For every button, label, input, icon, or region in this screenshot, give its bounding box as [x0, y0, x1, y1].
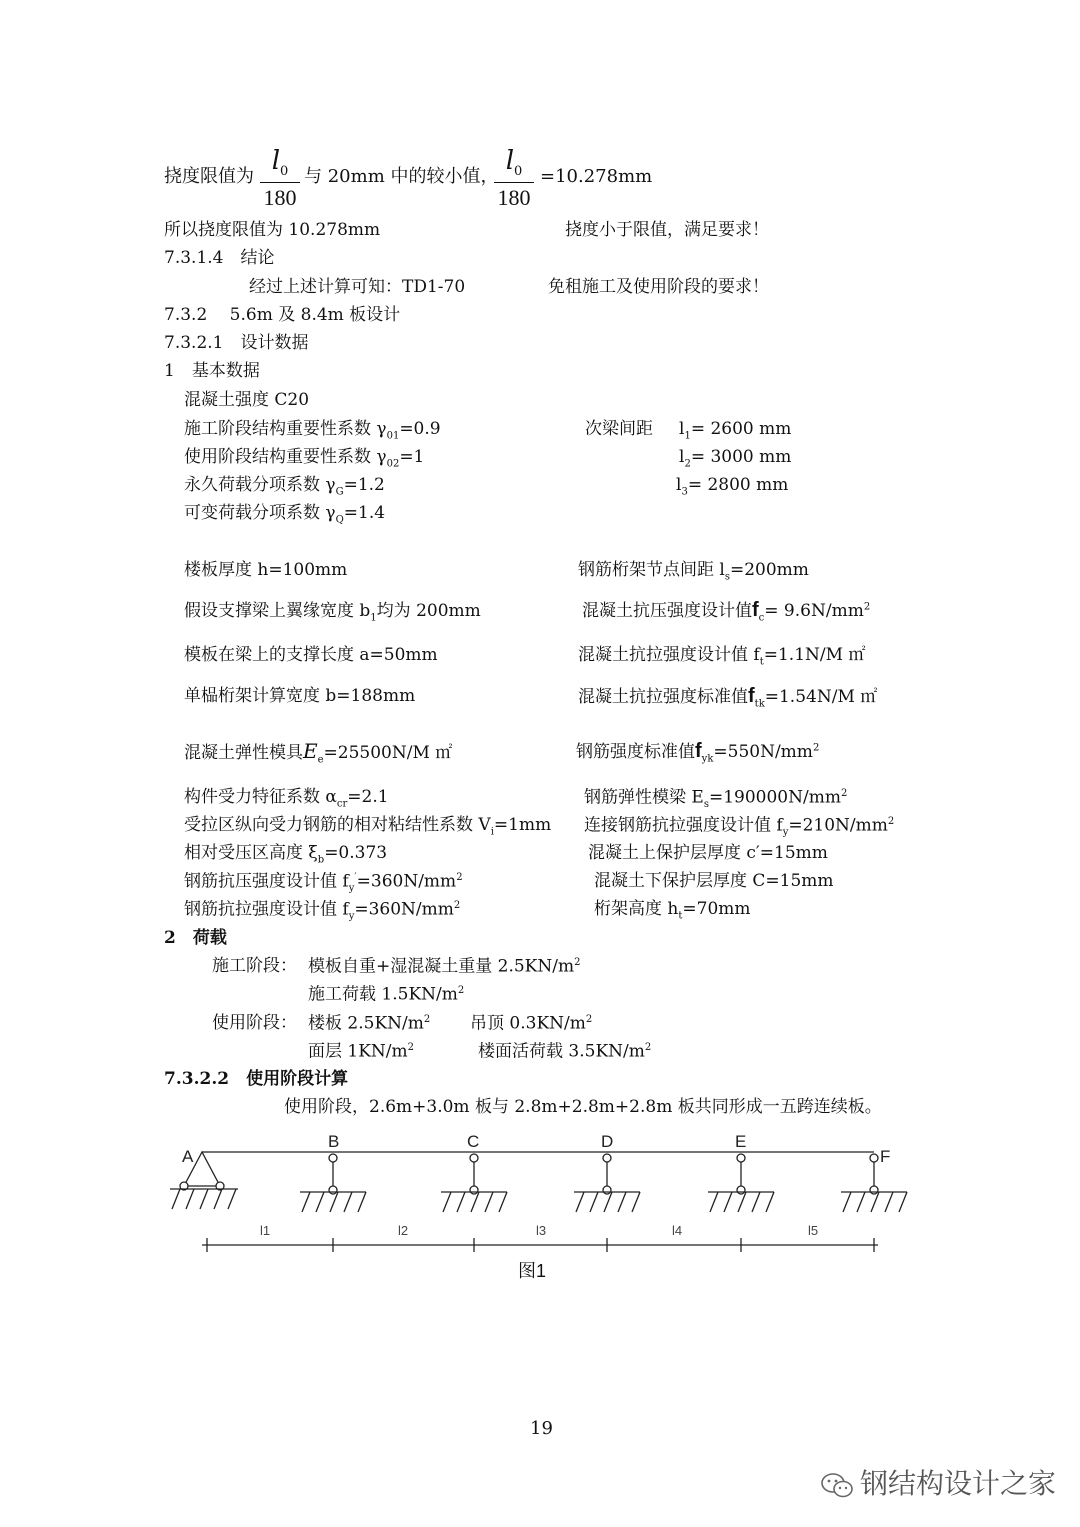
- concrete-grade: 混凝土强度 C20: [184, 390, 310, 410]
- use-load-4: 楼面活荷载 $3.5KN/m^2$: [478, 1041, 652, 1062]
- conclusion-b: 免租施工及使用阶段的要求！: [548, 277, 769, 297]
- limit-ok: 挠度小于限值，满足要求！: [565, 220, 769, 240]
- loads-heading: 2 荷载: [164, 928, 227, 948]
- figure-caption: 图1: [518, 1261, 547, 1281]
- use-load-2: 吊顶 $0.3KN/m^2$: [470, 1013, 593, 1034]
- acr-value: 构件受力特征系数 $\alpha_{cr}=2.1$: [184, 787, 389, 810]
- support-c: [441, 1154, 507, 1212]
- label-b: B: [328, 1132, 340, 1151]
- span-l5: l5: [808, 1223, 819, 1238]
- label-f: F: [880, 1147, 891, 1166]
- page-number: 19: [530, 1418, 553, 1439]
- vi-value: 受拉区纵向受力钢筋的相对粘结性系数 $V_i=1mm$: [184, 815, 552, 838]
- l2-value: $l_2= 3000$ mm: [679, 447, 792, 470]
- slab-thickness: 楼板厚度 h=100mm: [184, 560, 348, 580]
- span-l4: l4: [672, 1223, 683, 1238]
- cover-bottom: 混凝土下保护层厚度 C=15mm: [594, 871, 834, 891]
- use-load-1: 楼板 $2.5KN/m^2$: [308, 1013, 431, 1034]
- constr-load-1: 模板自重+湿混凝土重量 $2.5KN/m^2$: [308, 956, 581, 977]
- span-l1: l1: [260, 1223, 271, 1238]
- deflection-result: =10.278mm: [540, 166, 653, 187]
- frac-num-b: l: [505, 146, 515, 176]
- constr-load-2: 施工荷载 $1.5KN/m^2$: [308, 984, 465, 1005]
- support-a: [170, 1152, 238, 1209]
- fy-conn-value: 连接钢筋抗拉强度设计值 $f_y=210N/mm^2$: [584, 815, 895, 839]
- truss-node-spacing: 钢筋桁架节点间距 $l_s=200mm$: [578, 560, 809, 583]
- span-l2: l2: [398, 1223, 409, 1238]
- section-7322-body: 使用阶段，2.6m+3.0m 板与 2.8m+2.8m+2.8m 板共同形成一五跨连续板。: [284, 1097, 882, 1117]
- fyt-value: 钢筋抗拉强度设计值 $f_y=360N/mm^2$: [184, 899, 461, 923]
- section-7314: 7.3.1.4 结论: [164, 248, 275, 268]
- frac-num: l: [271, 146, 281, 176]
- support-d: [574, 1154, 640, 1212]
- ftk-value: 混凝土抗拉强度标准值$f_{tk}=1.54N/M$ ㎡: [578, 685, 878, 710]
- fraction-l0-180-b: [494, 148, 534, 209]
- fyc-value: 钢筋抗压强度设计值 $f_y'=360N/mm^2$: [184, 871, 463, 895]
- limit-line: 所以挠度限值为 10.278mm: [164, 220, 381, 240]
- support-e: [708, 1154, 774, 1212]
- section-7321: 7.3.2.1 设计数据: [164, 333, 309, 353]
- label-e: E: [735, 1132, 747, 1151]
- frac-den-b: 180: [497, 185, 531, 211]
- gamma02: 使用阶段结构重要性系数 $\gamma_{02}=1$: [184, 447, 425, 470]
- support-f: [841, 1154, 907, 1212]
- l3-value: $l_3= 2800$ mm: [676, 475, 789, 498]
- fraction-l0-180-a: [260, 148, 300, 209]
- ft-value: 混凝土抗拉强度设计值 $f_t=1.1N/M$ ㎡: [578, 645, 866, 668]
- deflection-pre: 挠度限值为: [164, 166, 254, 187]
- conclusion-a: 经过上述计算可知：TD1-70: [249, 277, 466, 297]
- truss-width: 单榀桁架计算宽度 b=188mm: [184, 686, 416, 706]
- section-732: 7.3.2 5.6m 及 8.4m 板设计: [164, 305, 401, 325]
- fyk-value: 钢筋强度标准值$f_{yk}=550N/mm^2$: [576, 740, 820, 765]
- use-load-3: 面层 $1KN/m^2$: [308, 1041, 415, 1062]
- wechat-icon: [820, 1472, 854, 1498]
- flange-width: 假设支撑梁上翼缘宽度 $b_1$均为 200mm: [184, 601, 481, 624]
- frac-sub-b: 0: [514, 164, 523, 180]
- label-a: A: [182, 1147, 194, 1166]
- label-d: D: [601, 1132, 614, 1151]
- deflection-mid: 与 20mm 中的较小值，: [304, 166, 499, 187]
- es-value: 钢筋弹性模梁 $E_s=190000N/mm^2$: [584, 787, 848, 811]
- use-label: 使用阶段：: [212, 1013, 297, 1033]
- frac-den: 180: [263, 185, 297, 211]
- gammaQ: 可变荷载分项系数 $\gamma_Q=1.4$: [184, 503, 386, 526]
- span-l3: l3: [536, 1223, 547, 1238]
- fc-value: 混凝土抗压强度设计值$f_c= 9.6N/mm^2$: [582, 599, 871, 624]
- gamma01: 施工阶段结构重要性系数 $\gamma_{01}=0.9$: [184, 419, 441, 442]
- watermark: [820, 1462, 1056, 1502]
- constr-label: 施工阶段：: [212, 956, 297, 976]
- truss-height: 桁架高度 $h_t=70mm$: [594, 899, 751, 922]
- l1-value: $l_1= 2600$ mm: [679, 419, 792, 442]
- xib-value: 相对受压区高度 $\xi_b=0.373$: [184, 843, 388, 866]
- section-7322: 7.3.2.2 使用阶段计算: [164, 1069, 349, 1089]
- support-length: 模板在梁上的支撑长度 a=50mm: [184, 645, 438, 665]
- spacing-label: 次梁间距: [585, 419, 653, 439]
- basic-data-heading: 1 基本数据: [164, 361, 260, 381]
- gammaG: 永久荷载分项系数 $\gamma_G=1.2$: [184, 475, 385, 498]
- cover-top: 混凝土上保护层厚度 c′=15mm: [588, 843, 828, 863]
- support-b: [300, 1154, 366, 1212]
- label-c: C: [467, 1132, 480, 1151]
- ec-value: 混凝土弹性模具$E_e=25500N/M$ ㎡: [184, 739, 453, 766]
- frac-sub: 0: [280, 164, 289, 180]
- watermark-text: 钢结构设计之家: [860, 1467, 1057, 1500]
